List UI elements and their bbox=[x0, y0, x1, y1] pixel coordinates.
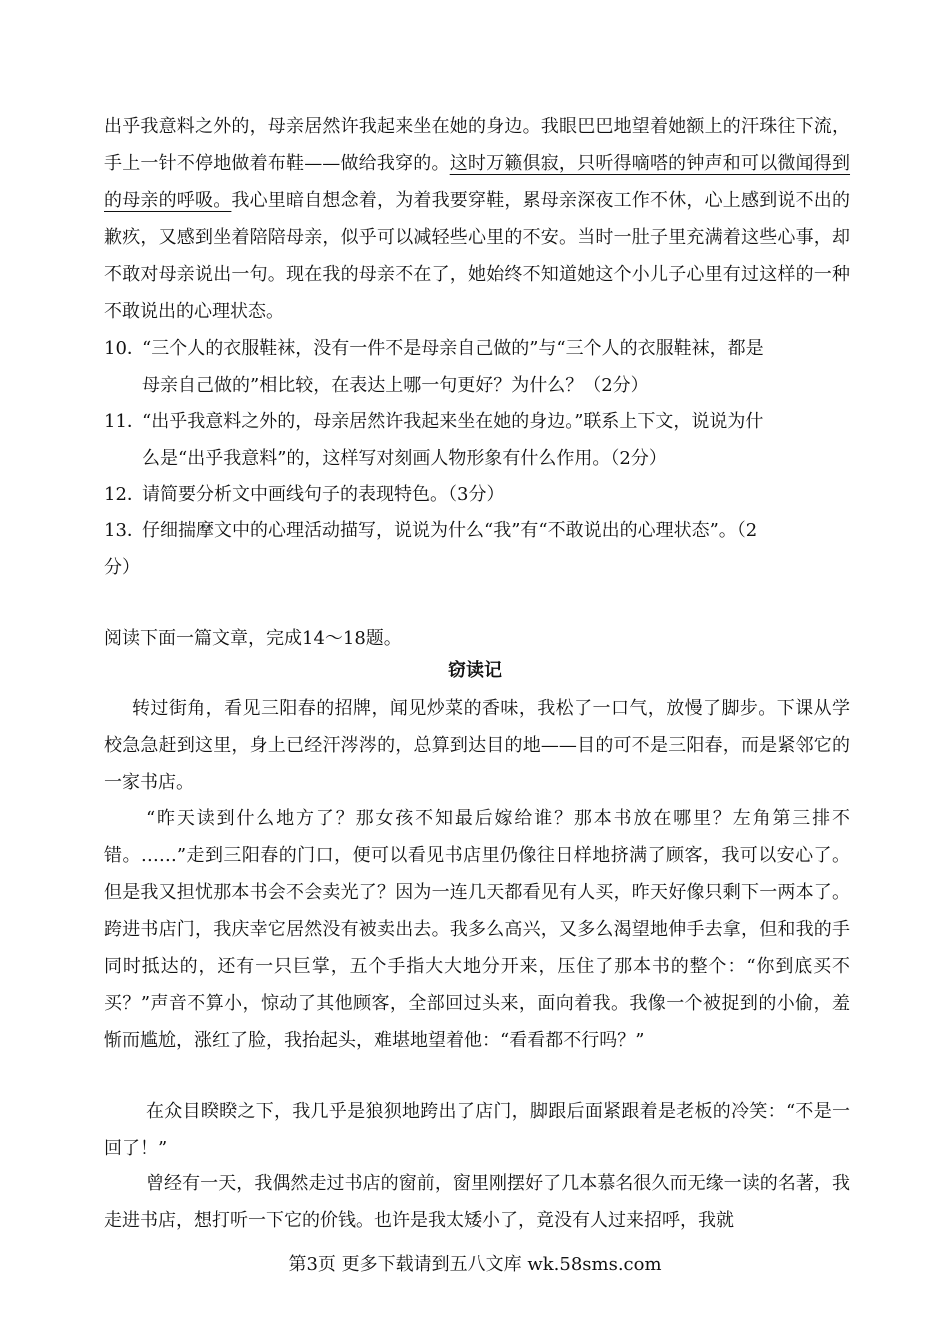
underlined-sentence: 这时万籁俱寂，只听得嘀嗒的钟声和可以微闻得到的母亲的呼吸。 bbox=[104, 153, 851, 211]
article-paragraph-1: 转过街角，看见三阳春的招牌，闻见炒菜的香味，我松了一口气，放慢了脚步。下课从学校急急赶到这里，身上已经汗涔涔的，总算到达目的地——目的可不是三阳春，而是紧邻它的一家书店。 bbox=[104, 698, 850, 793]
article-paragraph-2: “昨天读到什么地方了？那女孩不知最后嫁给谁？那本书放在哪里？左角第三排不错。……”走到三阳春的门口，便可以看见书店里仍像往日样地挤满了顾客，我可以安心了。但是我又担忧那本书会不会卖光了？因为一连几天都看见有人买，昨天好像只剩下一两本了。跨进书店门，我庆幸它居然没有被卖出去。我多么高兴，又多么渴望地伸手去拿，但和我的手同时抵达的，还有一只巨掌，五个手指大大地分开来，压住了那本书的整个：“你到底买不买？”声音不算小，惊动了其他顾客，全部回过头来，面向着我。我像一个被捉到的小偷，羞惭而尴尬，涨红了脸，我抬起头，难堪地望着他：“看看都不行吗？” bbox=[104, 808, 850, 1051]
question-13 bbox=[104, 512, 850, 586]
page-footer: 第3页 更多下载请到五八文库 wk.58sms.com bbox=[288, 1254, 662, 1275]
question-text-line1: 请简要分析文中画线句子的表现特色。（3分） bbox=[142, 484, 505, 505]
question-10 bbox=[104, 330, 850, 404]
question-number: 12． bbox=[104, 484, 145, 505]
passage-text-2: 我心里暗自想念着，为着我要穿鞋，累母亲深夜工作不休，心上感到说不出的歉疚，又感到坐着陪陪母亲，似乎可以减轻些心里的不安。当时一肚子里充满着这些心事，却不敢对母亲说出一句。现在我的母亲不在了，她始终不知道她这个小儿子心里有过这样的一种不敢说出的心理状态。 bbox=[104, 190, 851, 322]
passage-paragraph bbox=[104, 108, 850, 330]
question-text-line2: 母亲自己做的”相比较，在表达上哪一句更好？为什么？（2分） bbox=[142, 375, 649, 396]
passage-text-1: 出乎我意料之外的，母亲居然许我起来坐在她的身边。我眼巴巴地望着她额上的汗珠往下流，手上一针不停地做着布鞋——做给我穿的。 bbox=[104, 116, 850, 174]
question-11 bbox=[104, 403, 850, 477]
article-title: 窃读记 bbox=[448, 660, 502, 681]
reading-instruction: 阅读下面一篇文章，完成14～18题。 bbox=[104, 628, 402, 649]
question-text-line1: “出乎我意料之外的，母亲居然许我起来坐在她的身边。”联系上下文，说说为什 bbox=[142, 411, 764, 432]
question-number: 10． bbox=[104, 338, 145, 359]
question-text-line1: 仔细揣摩文中的心理活动描写，说说为什么“我”有“不敢说出的心理状态”。（2 bbox=[142, 520, 758, 541]
question-text-line1: “三个人的衣服鞋袜，没有一件不是母亲自己做的”与“三个人的衣服鞋袜，都是 bbox=[142, 338, 764, 359]
article-paragraph-4: 曾经有一天，我偶然走过书店的窗前，窗里刚摆好了几本慕名很久而无缘一读的名著，我走进书店，想打听一下它的价钱。也许是我太矮小了，竟没有人过来招呼，我就 bbox=[104, 1173, 850, 1231]
question-number: 11． bbox=[104, 411, 145, 432]
question-number: 13． bbox=[104, 520, 145, 541]
question-text-line2: 么是“出乎我意料”的，这样写对刻画人物形象有什么作用。（2分） bbox=[142, 448, 667, 469]
question-text-line2: 分） bbox=[104, 557, 140, 578]
article-paragraph-3: 在众目睽睽之下，我几乎是狼狈地跨出了店门，脚跟后面紧跟着是老板的冷笑：“不是一回了！” bbox=[104, 1101, 850, 1159]
question-12 bbox=[104, 476, 850, 513]
